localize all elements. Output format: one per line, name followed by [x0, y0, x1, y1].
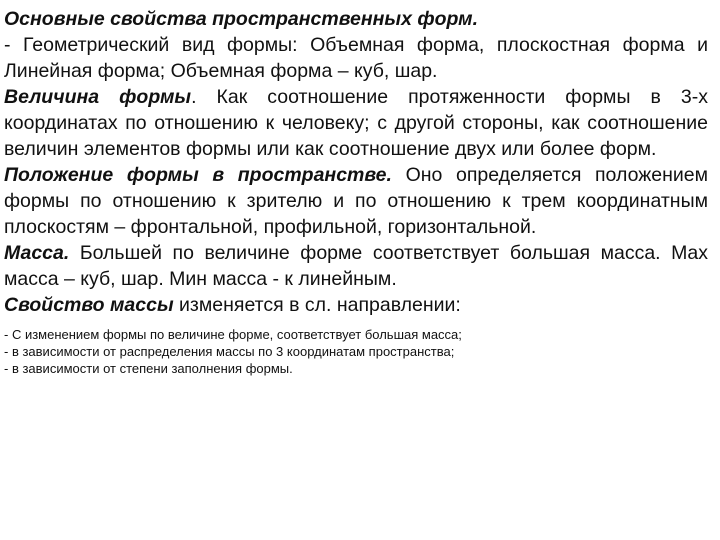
- paragraph-form-position: [4, 162, 708, 240]
- text-form-position: Оно определяется положением формы по отношению к зрителю и по отношению к трем координатным плоскостям – фронтальной, профильной, горизонтальной.: [4, 164, 709, 238]
- paragraph-mass-property: [4, 292, 708, 318]
- slide-title: Основные свойства пространственных форм.: [4, 8, 479, 30]
- mass-direction-list: [4, 326, 708, 377]
- list-item: - в зависимости от распределения массы по 3 координатам пространства;: [4, 344, 455, 359]
- list-item: - в зависимости от степени заполнения формы.: [4, 361, 293, 376]
- heading-mass: Масса.: [4, 242, 70, 264]
- paragraph-mass: [4, 240, 708, 292]
- heading-form-position: Положение формы в пространстве.: [4, 164, 392, 186]
- heading-form-size: Величина формы: [4, 86, 192, 108]
- text-mass-property: изменяется в сл. направлении:: [173, 294, 461, 316]
- text-form-size: . Как соотношение протяженности формы в 3-х координатах по отношению к человеку; с другой стороны, как соотношение величин элементов формы или как соотношение двух или более форм.: [4, 86, 708, 160]
- title-paragraph: [4, 6, 708, 32]
- main-text: [4, 6, 708, 318]
- paragraph-geometric-type: - Геометрический вид формы: Объемная форма, плоскостная форма и Линейная форма; Объемная форма – куб, шар.: [4, 34, 708, 82]
- list-item: - С изменением формы по величине форме, соответствует большая масса;: [4, 327, 462, 342]
- paragraph-form-size: [4, 84, 708, 162]
- slide-content: [4, 6, 708, 377]
- text-mass: Большей по величине форме соответствует большая масса. Max масса – куб, шар. Мин масса - к линейным.: [4, 242, 708, 290]
- heading-mass-property: Свойство массы: [4, 294, 174, 316]
